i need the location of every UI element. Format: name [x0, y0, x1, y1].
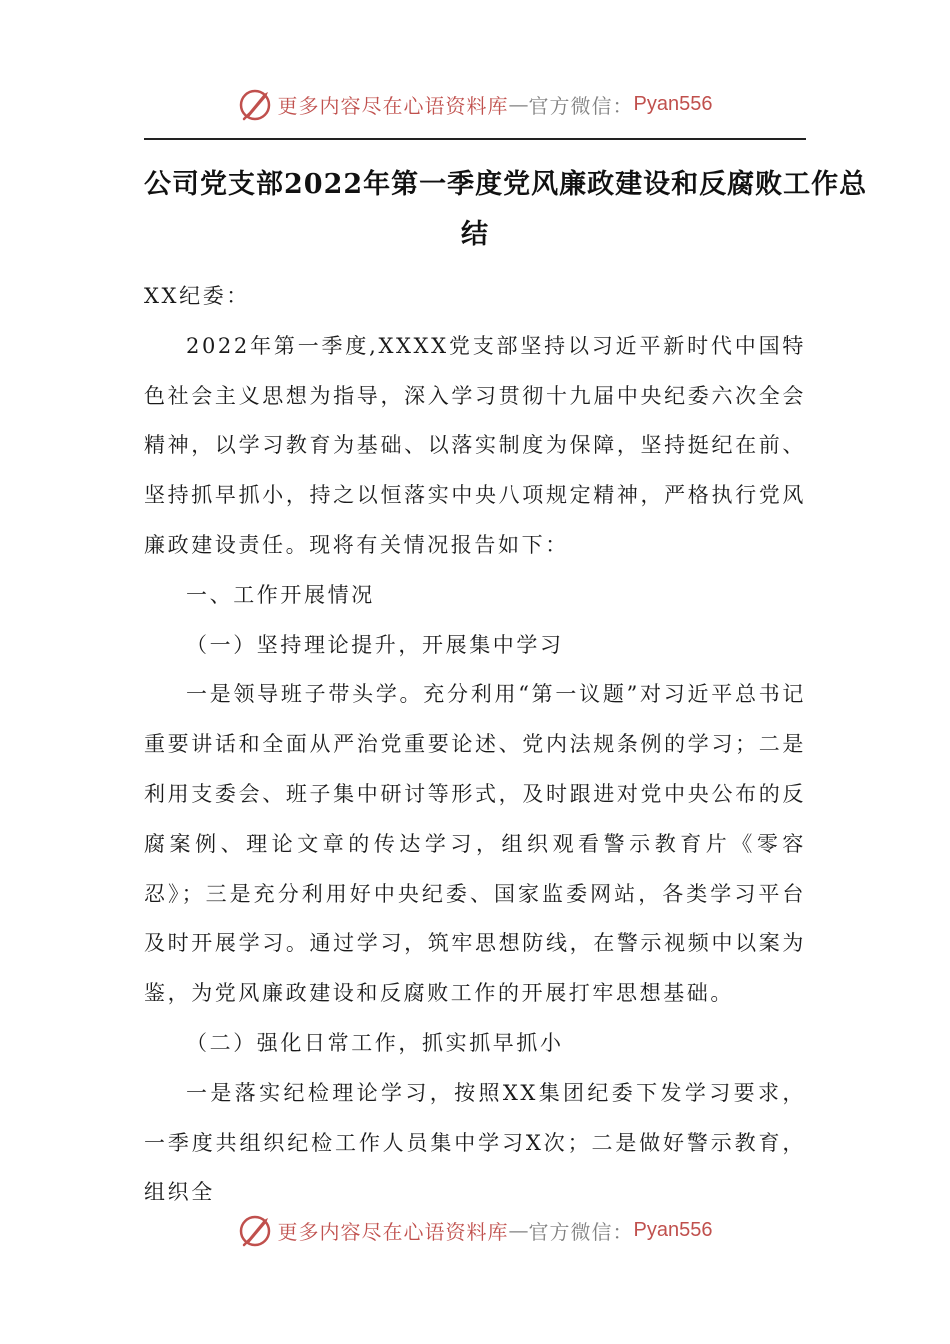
document-title: [144, 160, 868, 260]
watermark-text: 更多内容尽在心语资料库: [277, 1219, 509, 1244]
intro-paragraph: 2022年第一季度,XXXX党支部坚持以习近平新时代中国特色社会主义思想为指导，深入学习贯彻十九届中央纪委六次全会精神，以学习教育为基础、以落实制度为保障，坚持挺纪在前、坚持抓早抓小，持之以恒落实中央八项规定精神，严格执行党风廉政建设责任。现将有关情况报告如下：: [144, 333, 806, 557]
subsection-heading: （二）强化日常工作，抓实抓早抓小: [186, 1030, 564, 1055]
watermark-separator: —: [508, 1218, 529, 1242]
watermark-wechat-id: Pyan556: [633, 92, 713, 115]
body-paragraph: 一是领导班子带头学。充分利用“第一议题”对习近平总书记重要讲话和全面从严治党重要论述、党内法规条例的学习；二是利用支委会、班子集中研讨等形式，及时跟进对党中央公布的反腐案例、理论文章的传达学习，组织观看警示教育片《零容忍》；三是充分利用好中央纪委、国家监委网站，各类学习平台及时开展学习。通过学习，筑牢思想防线，在警示视频中以案为鉴，为党风廉政建设和反腐败工作的开展打牢思想基础。: [144, 682, 806, 1006]
section-heading: 一、工作开展情况: [186, 582, 375, 607]
salutation: XX纪委：: [144, 284, 250, 308]
footer-watermark: [0, 1210, 950, 1250]
header-watermark: [0, 84, 950, 124]
header-divider: [144, 138, 806, 140]
watermark-wechat-label: 官方微信：: [528, 93, 634, 118]
watermark-text: 更多内容尽在心语资料库: [277, 93, 509, 118]
title-line-1: 公司党支部2022年第一季度党风廉政建设和反腐败工作总: [144, 169, 868, 200]
document-body: [144, 272, 806, 1218]
quill-pen-logo-icon: [238, 86, 274, 122]
body-paragraph: 一是落实纪检理论学习，按照XX集团纪委下发学习要求，一季度共组织纪检工作人员集中学习X次；二是做好警示教育，组织全: [144, 1080, 806, 1205]
watermark-wechat-id: Pyan556: [633, 1218, 713, 1241]
watermark-separator: —: [508, 92, 529, 116]
watermark-wechat-label: 官方微信：: [528, 1219, 634, 1244]
quill-pen-logo-icon: [238, 1212, 274, 1248]
title-line-2: 结: [461, 219, 489, 250]
subsection-heading: （一）坚持理论提升，开展集中学习: [186, 632, 564, 657]
